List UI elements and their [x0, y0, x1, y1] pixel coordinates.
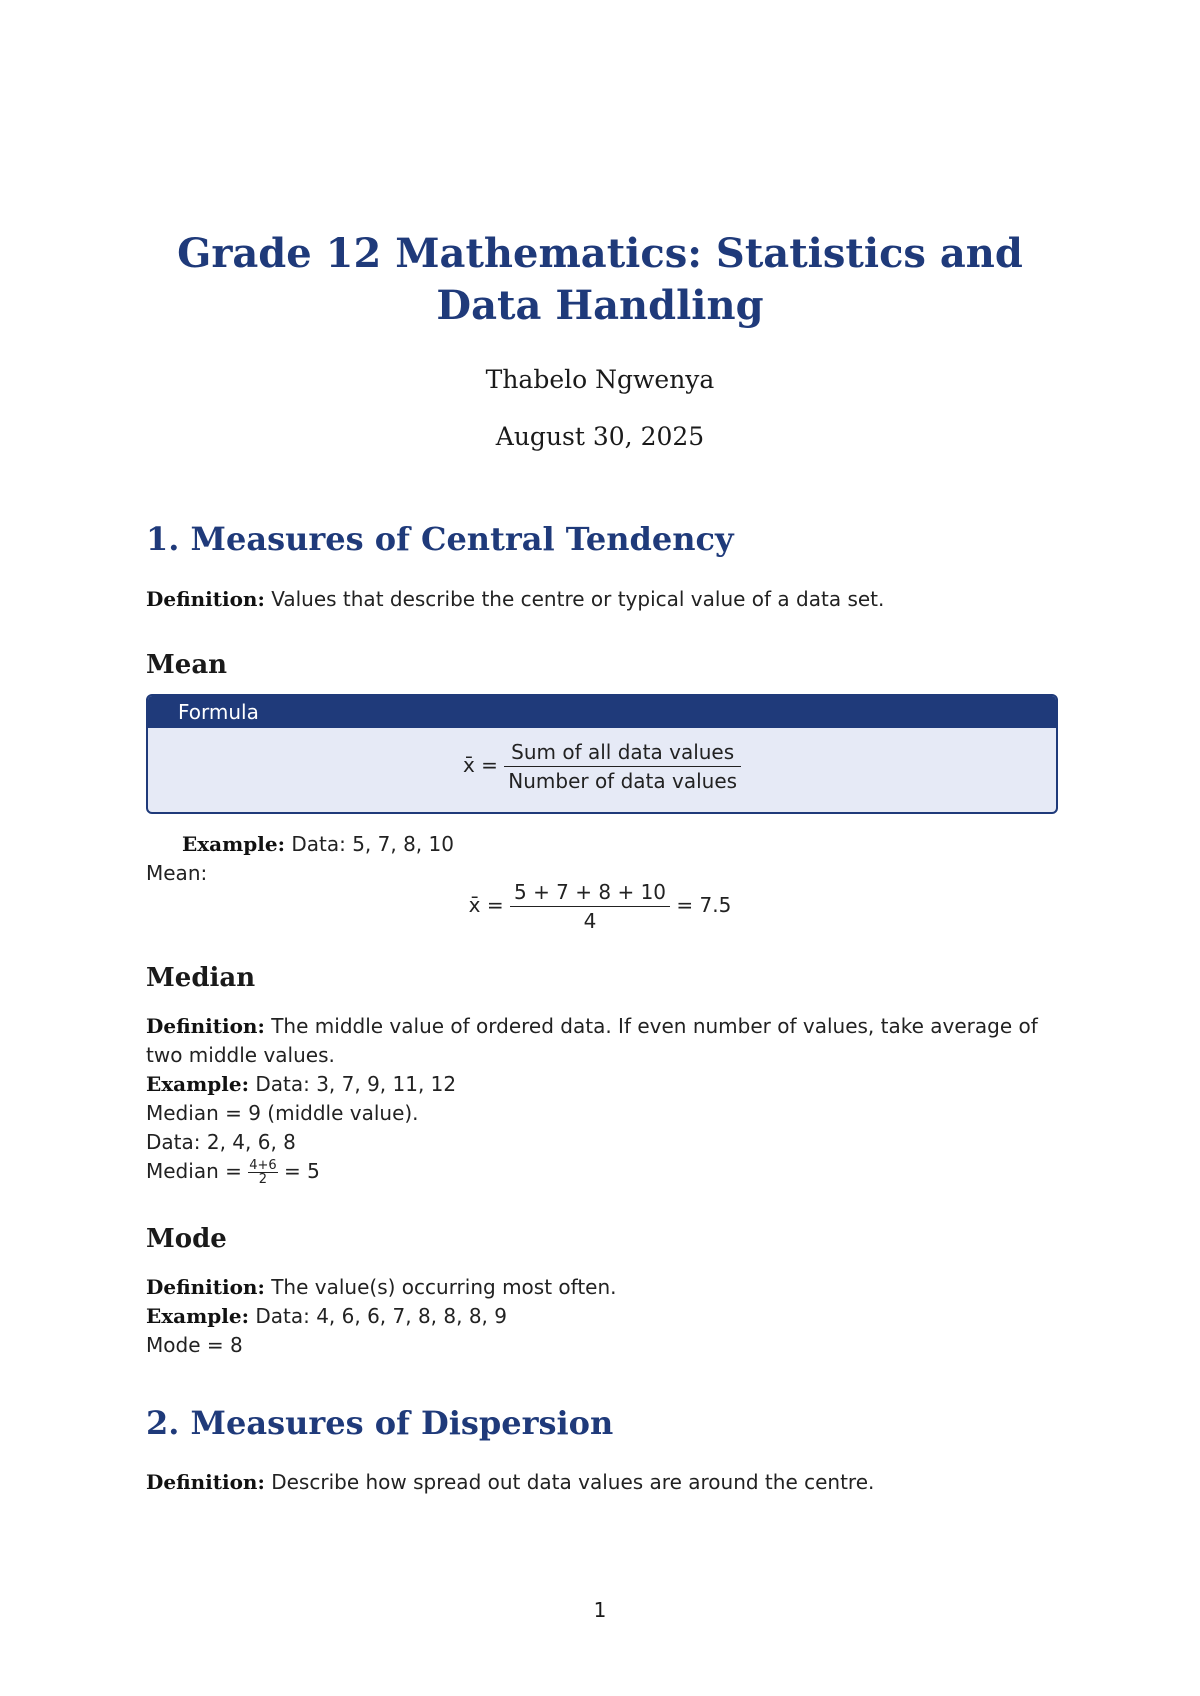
- formula-numerator: Sum of all data values: [504, 740, 741, 767]
- example-label: Example:: [182, 832, 285, 856]
- calc-lhs: x̄ =: [468, 893, 504, 917]
- mean-formula: [148, 740, 1056, 793]
- example-label: Example:: [146, 1072, 249, 1096]
- mode-definition: [146, 1273, 1066, 1302]
- definition-label: Definition:: [146, 587, 265, 611]
- mean-calculation: [0, 880, 1200, 933]
- definition-text: Describe how spread out data values are around the centre.: [271, 1470, 875, 1494]
- formula-fraction: [504, 740, 741, 793]
- mean-heading: Mean: [146, 650, 228, 680]
- author-name: Thabelo Ngwenya: [485, 365, 715, 394]
- formula-lhs: x̄ =: [462, 753, 498, 777]
- example-text: Data: 5, 7, 8, 10: [291, 832, 454, 856]
- median-line-2: Median = 9 (middle value).: [146, 1101, 419, 1125]
- mode-example: [146, 1302, 1066, 1331]
- section-2-definition: [146, 1468, 874, 1497]
- document-date: August 30, 2025: [495, 422, 705, 451]
- mean-example: [182, 830, 454, 859]
- median-numerator: 4+6: [249, 1158, 277, 1173]
- median-definition: [146, 1012, 1066, 1070]
- mode-line-3: Mode = 8: [146, 1333, 243, 1357]
- definition-text: Values that describe the centre or typical value of a data set.: [271, 587, 885, 611]
- median-fraction: [248, 1159, 277, 1186]
- formula-box: [146, 694, 1058, 814]
- definition-label: Definition:: [146, 1275, 265, 1299]
- section-1-definition: [146, 585, 884, 614]
- median-eq-rhs: = 5: [284, 1159, 320, 1183]
- median-example: [146, 1070, 1066, 1099]
- calc-denominator: 4: [583, 909, 597, 933]
- mode-body: [146, 1273, 1066, 1360]
- mean-label: Mean:: [146, 861, 208, 885]
- document-title: Grade 12 Mathematics: Statistics and Data Handling: [177, 230, 1023, 329]
- formula-denominator: Number of data values: [508, 769, 738, 793]
- example-text: Data: 3, 7, 9, 11, 12: [255, 1072, 457, 1096]
- definition-label: Definition:: [146, 1470, 265, 1494]
- section-2-heading: 2. Measures of Dispersion: [146, 1404, 614, 1442]
- median-line-4: [146, 1157, 1066, 1186]
- page-number: 1: [593, 1598, 607, 1622]
- definition-text: The value(s) occurring most often.: [271, 1275, 617, 1299]
- median-body: [146, 1012, 1066, 1186]
- section-1-heading: 1. Measures of Central Tendency: [146, 520, 734, 558]
- mode-heading: Mode: [146, 1224, 227, 1254]
- median-heading: Median: [146, 963, 256, 993]
- definition-label: Definition:: [146, 1014, 265, 1038]
- calc-rhs: = 7.5: [676, 893, 732, 917]
- median-eq-lhs: Median =: [146, 1159, 242, 1183]
- median-denominator: 2: [258, 1172, 268, 1187]
- calc-numerator: 5 + 7 + 8 + 10: [510, 880, 670, 907]
- definition-text: The middle value of ordered data. If even number of values, take average of two middle values.: [146, 1014, 1038, 1067]
- example-text: Data: 4, 6, 6, 7, 8, 8, 8, 9: [255, 1304, 507, 1328]
- median-line-3: Data: 2, 4, 6, 8: [146, 1130, 296, 1154]
- example-label: Example:: [146, 1304, 249, 1328]
- formula-box-title: Formula: [148, 696, 1056, 728]
- calc-fraction: [510, 880, 670, 933]
